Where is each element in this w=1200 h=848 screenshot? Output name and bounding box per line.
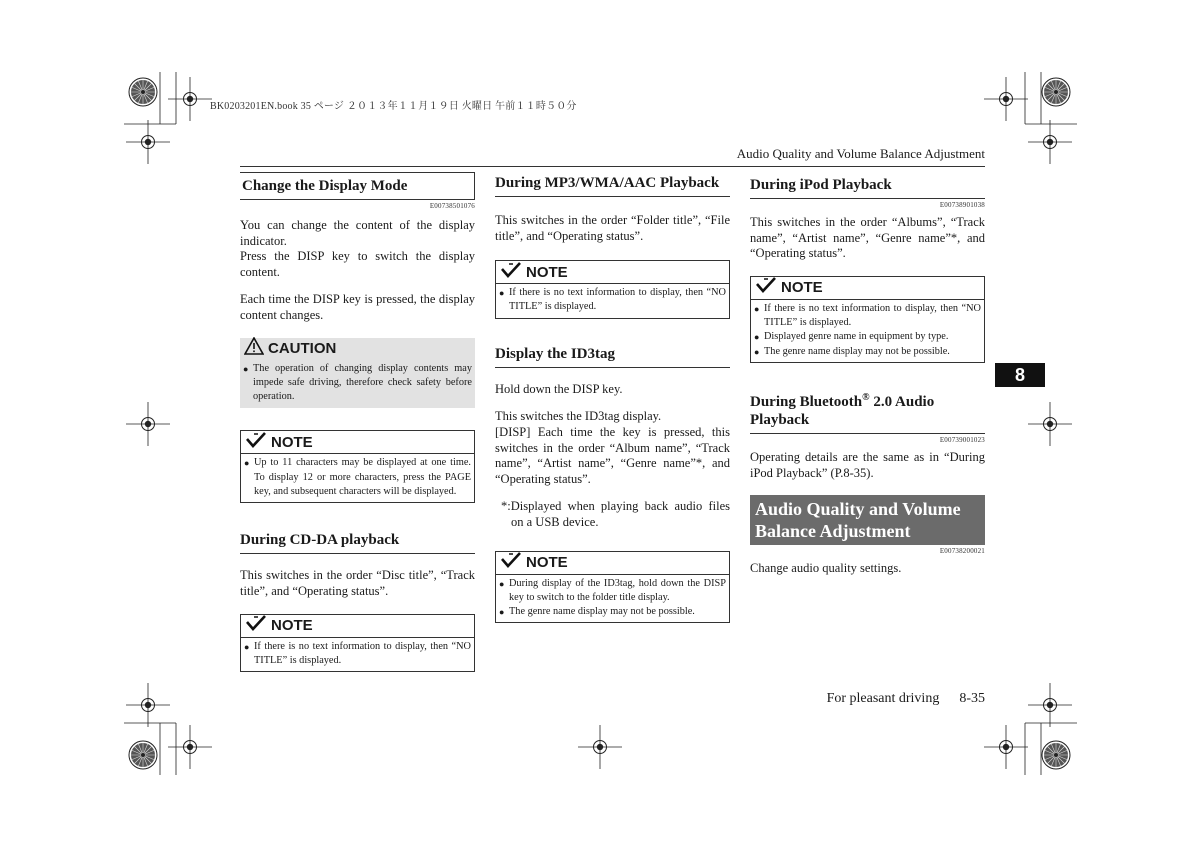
caution-item-text: The operation of changing display contents may impede safe driving, therefore check safety before operation. xyxy=(253,362,472,403)
section-title-ipod: During iPod Playback xyxy=(750,172,985,199)
section-title-id3tag: Display the ID3tag xyxy=(495,341,730,368)
note-list xyxy=(751,300,984,362)
column-1 xyxy=(240,172,475,672)
check-icon xyxy=(500,262,522,283)
note-header xyxy=(751,277,984,300)
bullet-icon: ● xyxy=(754,303,760,314)
section-code: E00738501076 xyxy=(429,202,475,210)
list-item xyxy=(499,577,726,606)
section-code: E00738200021 xyxy=(939,547,985,556)
note-list xyxy=(496,575,729,623)
page-header-title: Audio Quality and Volume Balance Adjustment xyxy=(736,146,985,161)
file-info: BK0203201EN.book 35 ページ ２０１３年１１月１９日 火曜日 午前１１時５０分 xyxy=(210,101,577,112)
paragraph: This switches the ID3tag display. xyxy=(495,409,662,424)
paragraph: Operating details are the same as in “During iPod Playback” (P.8-35). xyxy=(750,449,985,480)
note-item-text: The genre name display may not be possible. xyxy=(764,345,950,357)
list-item xyxy=(499,286,726,315)
paragraph: [DISP] Each time the key is pressed, this switches in the order “Album name”, “Track name”, “Artist name”, “Genre name”*, and “Operating status”. xyxy=(495,424,730,486)
bullet-icon: ● xyxy=(754,332,760,343)
caution-box xyxy=(240,338,475,409)
column-3 xyxy=(750,172,985,577)
list-item xyxy=(244,640,471,669)
bullet-icon: ● xyxy=(244,458,250,469)
section-title-bluetooth xyxy=(750,385,985,434)
chapter-tab: 8 xyxy=(995,363,1045,387)
footnote: *:Displayed when playing back audio files on a USB device. xyxy=(501,499,730,529)
bt-title-part: 2.0 Audio Playback xyxy=(750,393,935,428)
paragraph: Each time the DISP key is pressed, the display content changes. xyxy=(240,292,475,322)
note-box xyxy=(750,276,985,363)
note-box xyxy=(240,430,475,503)
bullet-icon: ● xyxy=(244,641,250,652)
note-item-text: If there is no text information to display, then “NO TITLE” is displayed. xyxy=(254,640,471,666)
check-icon xyxy=(500,552,522,573)
check-icon xyxy=(755,277,777,298)
list-item xyxy=(244,456,471,499)
paragraph: This switches in the order “Albums”, “Track name”, “Artist name”, “Genre name”*, and “Operating status”. xyxy=(750,215,985,261)
paragraph: This switches in the order “Disc title”, “Track title”, and “Operating status”. xyxy=(240,568,475,598)
paragraph: This switches in the order “Folder title”, “File title”, and “Operating status”. xyxy=(495,213,730,243)
bullet-icon: ● xyxy=(499,578,505,589)
list-item xyxy=(243,362,472,405)
list-item xyxy=(499,605,726,619)
caution-label: CAUTION xyxy=(268,340,337,358)
bt-title-part: During Bluetooth xyxy=(750,393,863,410)
footer-section: For pleasant driving xyxy=(826,691,940,706)
registered-mark: ® xyxy=(862,391,870,403)
bullet-icon: ● xyxy=(499,607,505,618)
paragraph: Change audio quality settings. xyxy=(750,561,902,576)
chapter-section-title: Audio Quality and Volume Balance Adjustment xyxy=(750,495,985,545)
paragraph: Press the DISP key to switch the display content. xyxy=(240,249,475,279)
check-icon xyxy=(245,432,267,453)
list-item xyxy=(754,345,981,359)
section-title-display-mode: Change the Display Mode xyxy=(240,172,475,200)
caution-list xyxy=(240,360,475,409)
note-box xyxy=(495,260,730,319)
bullet-icon: ● xyxy=(243,363,249,374)
caution-header xyxy=(240,338,475,360)
check-icon xyxy=(245,615,267,636)
section-code: E00739001023 xyxy=(939,435,985,444)
note-header xyxy=(241,615,474,638)
section-title-mp3: During MP3/WMA/AAC Playback xyxy=(495,172,730,197)
note-box xyxy=(240,614,475,673)
page-footer xyxy=(700,691,985,707)
note-label: NOTE xyxy=(781,279,823,297)
note-header xyxy=(496,552,729,575)
note-header xyxy=(496,261,729,284)
note-list xyxy=(241,638,474,672)
note-label: NOTE xyxy=(526,554,568,572)
note-label: NOTE xyxy=(271,617,313,635)
page-number: 8-35 xyxy=(959,691,985,706)
header-rule xyxy=(240,166,985,167)
note-box xyxy=(495,551,730,624)
section-title-cdda: During CD-DA playback xyxy=(240,527,475,554)
note-label: NOTE xyxy=(271,433,313,451)
note-list xyxy=(241,454,474,502)
note-item-text: If there is no text information to display, then “NO TITLE” is displayed. xyxy=(764,302,981,329)
warning-triangle-icon xyxy=(244,337,264,360)
section-code: E00738901038 xyxy=(939,201,985,209)
note-list xyxy=(496,284,729,318)
list-item xyxy=(754,302,981,331)
note-item-text: Up to 11 characters may be displayed at one time. To display 12 or more characters, press the PAGE key, and subsequent characters will be displayed. xyxy=(254,457,471,498)
note-item-text: During display of the ID3tag, hold down the DISP key to switch to the folder title display. xyxy=(509,577,726,603)
bullet-icon: ● xyxy=(499,288,505,299)
bullet-icon: ● xyxy=(754,346,760,357)
paragraph: Hold down the DISP key. xyxy=(495,381,623,396)
note-header xyxy=(241,431,474,454)
note-item-text: The genre name display may not be possible. xyxy=(509,606,695,618)
note-item-text: If there is no text information to display, then “NO TITLE” is displayed. xyxy=(509,287,726,313)
list-item xyxy=(754,330,981,344)
column-2 xyxy=(495,172,730,623)
note-label: NOTE xyxy=(526,263,568,281)
paragraph: You can change the content of the display indicator. xyxy=(240,218,475,248)
note-item-text: Displayed genre name in equipment by type. xyxy=(764,331,949,343)
